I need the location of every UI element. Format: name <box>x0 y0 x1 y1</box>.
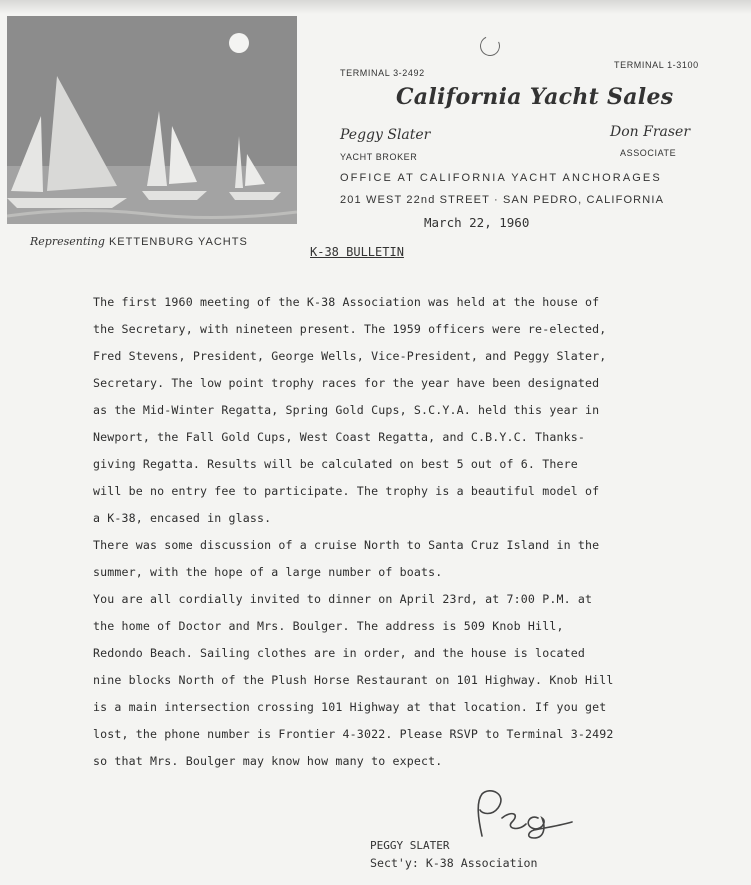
punch-hole-mark <box>477 33 503 59</box>
sailboats-illustration <box>7 16 297 224</box>
body-line: the home of Doctor and Mrs. Boulger. The address is 509 Knob Hill, <box>93 619 564 633</box>
body-line: nine blocks North of the Plush Horse Restaurant on 101 Highway. Knob Hill <box>93 673 614 687</box>
body-line: as the Mid-Winter Regatta, Spring Gold Cups, S.C.Y.A. held this year in <box>93 403 600 417</box>
terminal-right: TERMINAL 1-3100 <box>614 60 699 70</box>
broker-title: YACHT BROKER <box>340 152 418 162</box>
body-line: Redondo Beach. Sailing clothes are in order, and the house is located <box>93 646 585 660</box>
body-line: the Secretary, with nineteen present. The 1959 officers were re-elected, <box>93 322 607 336</box>
associate-name: Don Fraser <box>610 124 691 140</box>
signer-title: Sect'y: K-38 Association <box>370 856 538 870</box>
associate-title: ASSOCIATE <box>620 148 677 158</box>
body-line: lost, the phone number is Frontier 4-3022. Please RSVP to Terminal 3-2492 <box>93 727 614 741</box>
page-top-edge <box>0 0 751 14</box>
body-line: You are all cordially invited to dinner on April 23rd, at 7:00 P.M. at <box>93 592 593 606</box>
body-line: is a main intersection crossing 101 Highway at that location. If you get <box>93 700 607 714</box>
terminal-left: TERMINAL 3-2492 <box>340 68 425 78</box>
signer-name: PEGGY SLATER <box>370 839 450 852</box>
body-line: so that Mrs. Boulger may know how many to expect. <box>93 754 443 768</box>
letter-date: March 22, 1960 <box>424 215 530 230</box>
broker-name: Peggy Slater <box>340 127 431 143</box>
body-line: Secretary. The low point trophy races for the year have been designated <box>93 376 600 390</box>
body-line: giving Regatta. Results will be calculated on best 5 out of 6. There <box>93 457 578 471</box>
company-name: California Yacht Sales <box>396 84 674 110</box>
representing-brand: KETTENBURG YACHTS <box>108 236 248 248</box>
body-line: summer, with the hope of a large number of boats. <box>93 565 443 579</box>
sailboat-logo-image <box>7 16 297 224</box>
body-line: will be no entry fee to participate. The trophy is a beautiful model of <box>93 484 600 498</box>
representing-script: Representing <box>30 235 105 248</box>
body-line: Newport, the Fall Gold Cups, West Coast Regatta, and C.B.Y.C. Thanks- <box>93 430 585 444</box>
office-line: OFFICE AT CALIFORNIA YACHT ANCHORAGES <box>340 172 662 184</box>
handwritten-signature <box>468 788 578 840</box>
body-line: The first 1960 meeting of the K-38 Association was held at the house of <box>93 295 600 309</box>
address-line: 201 WEST 22nd STREET · SAN PEDRO, CALIFORNIA <box>340 194 665 206</box>
body-line: a K-38, encased in glass. <box>93 511 272 525</box>
representing-line <box>30 235 248 248</box>
body-line: There was some discussion of a cruise North to Santa Cruz Island in the <box>93 538 600 552</box>
body-line: Fred Stevens, President, George Wells, Vice-President, and Peggy Slater, <box>93 349 607 363</box>
bulletin-heading: K-38 BULLETIN <box>310 245 404 259</box>
